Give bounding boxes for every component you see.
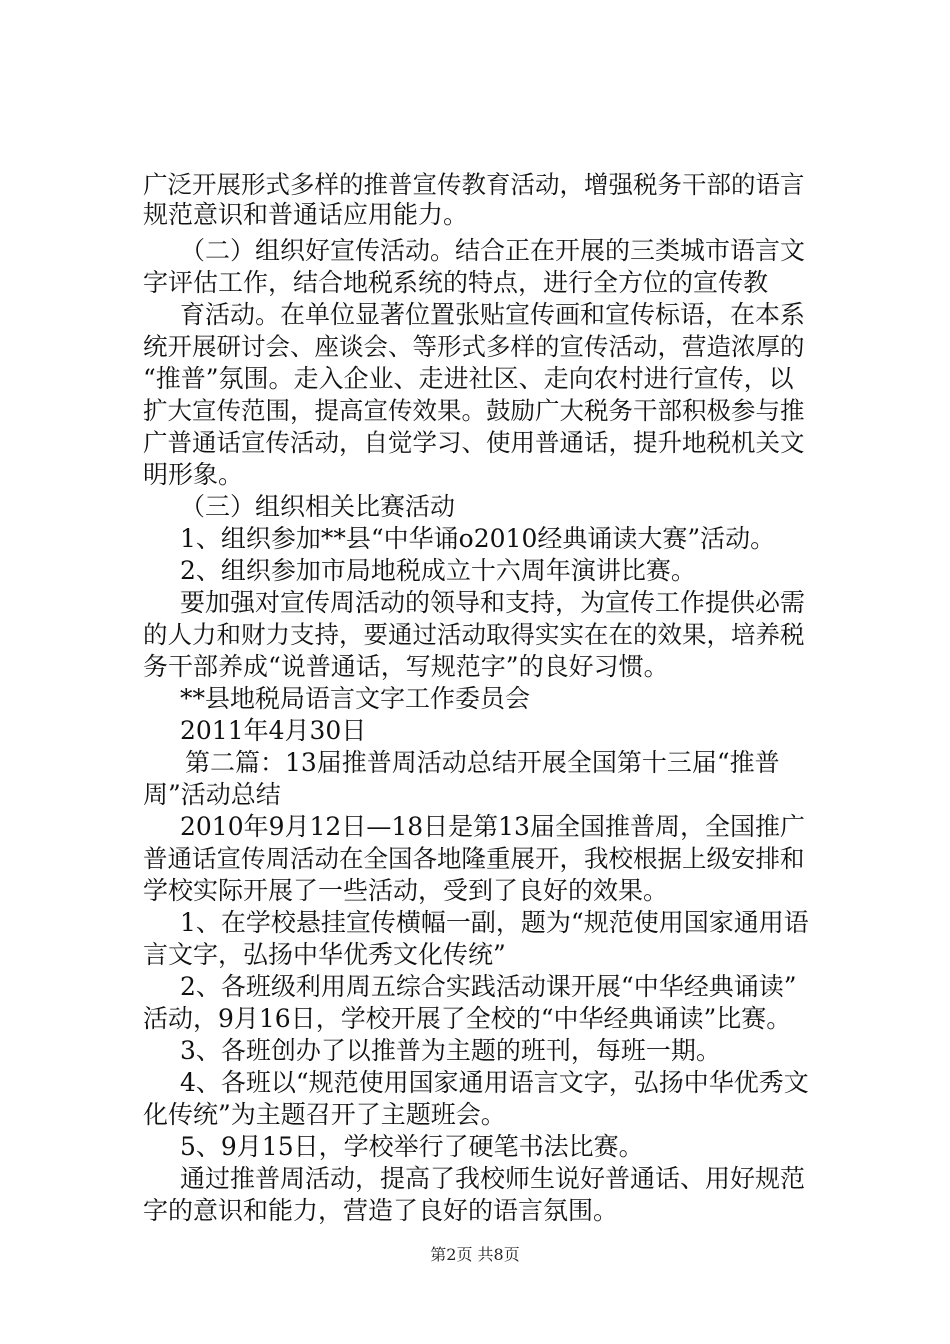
text-line: （二）组织好宣传活动。结合正在开展的三类城市语言文 (180, 236, 806, 265)
article-title: 周”活动总结 (143, 780, 281, 809)
text-line: 字评估工作，结合地税系统的特点，进行全方位的宣传教 (143, 268, 769, 297)
text-line: 学校实际开展了一些活动，受到了良好的效果。 (143, 876, 669, 905)
text-line: 扩大宣传范围，提高宣传效果。鼓励广大税务干部积极参与推 (143, 396, 805, 425)
article-title: 第二篇：13届推普周活动总结开展全国第十三届“推普 (185, 748, 780, 777)
list-item: 5、9月15日，学校举行了硬笔书法比赛。 (180, 1132, 644, 1161)
text-line: 化传统”为主题召开了主题班会。 (143, 1100, 506, 1129)
text-line: 活动，9月16日，学校开展了全校的“中华经典诵读”比赛。 (143, 1004, 792, 1033)
text-line: 务干部养成“说普通话，写规范字”的良好习惯。 (143, 652, 669, 681)
list-item: 4、各班以“规范使用国家通用语言文字，弘扬中华优秀文 (180, 1068, 809, 1097)
text-line: 要加强对宣传周活动的领导和支持，为宣传工作提供必需 (180, 588, 806, 617)
text-line: 的人力和财力支持，要通过活动取得实实在在的效果，培养税 (143, 620, 805, 649)
text-line: 育活动。在单位显著位置张贴宣传画和宣传标语，在本系 (180, 300, 806, 329)
text-line: 广普通话宣传活动，自觉学习、使用普通话，提升地税机关文 (143, 428, 805, 457)
text-line: “推普”氛围。走入企业、走进社区、走向农村进行宣传，以 (143, 364, 794, 393)
text-line: 字的意识和能力，营造了良好的语言氛围。 (143, 1196, 619, 1225)
list-item: 1、在学校悬挂宣传横幅一副，题为“规范使用国家通用语 (180, 908, 809, 937)
text-line: 明形象。 (143, 460, 244, 489)
text-line: 言文字，弘扬中华优秀文化传统” (143, 940, 506, 969)
page-number-footer: 第2页 共8页 (430, 1245, 520, 1264)
text-line: 2010年9月12日—18日是第13届全国推普周，全国推广 (180, 812, 805, 841)
text-line: 规范意识和普通话应用能力。 (143, 200, 469, 229)
text-line: 广泛开展形式多样的推普宣传教育活动，增强税务干部的语言 (143, 170, 805, 199)
signature-date: 2011年4月30日 (180, 716, 367, 745)
list-item: 2、组织参加市局地税成立十六周年演讲比赛。 (180, 556, 696, 585)
section-heading: （三）组织相关比赛活动 (180, 492, 456, 521)
list-item: 3、各班创办了以推普为主题的班刊，每班一期。 (180, 1036, 721, 1065)
list-item: 2、各班级利用周五综合实践活动课开展“中华经典诵读” (180, 972, 797, 1001)
text-line: 普通话宣传周活动在全国各地隆重展开，我校根据上级安排和 (143, 844, 805, 873)
signature-org: **县地税局语言文字工作委员会 (180, 684, 531, 713)
text-line: 通过推普周活动，提高了我校师生说好普通话、用好规范 (180, 1164, 806, 1193)
list-item: 1、组织参加**县“中华诵o2010经典诵读大赛”活动。 (180, 524, 776, 553)
text-line: 统开展研讨会、座谈会、等形式多样的宣传活动，营造浓厚的 (143, 332, 805, 361)
